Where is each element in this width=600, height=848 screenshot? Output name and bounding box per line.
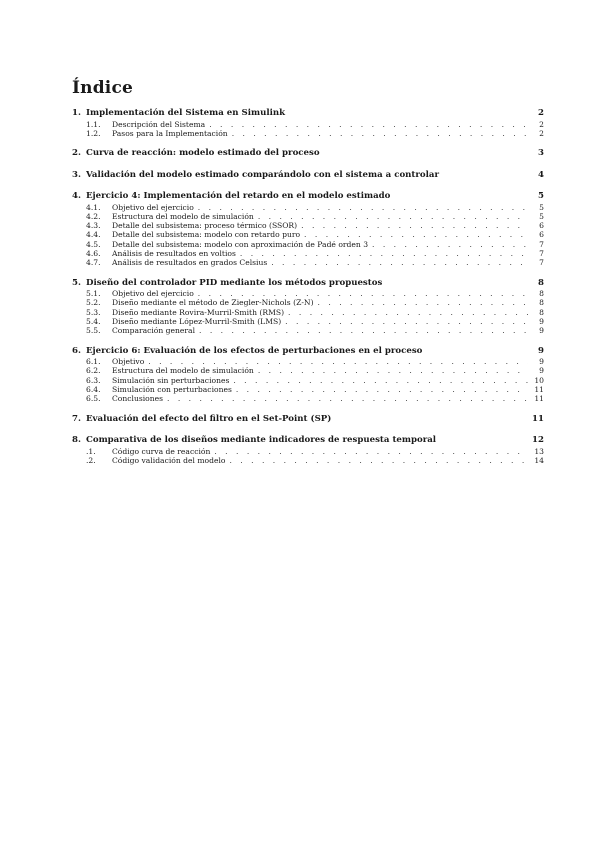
- entry-title: Detalle del subsistema: proceso térmico (SSOR): [112, 221, 298, 231]
- dot-leader: [198, 203, 528, 212]
- entry-title: Objetivo: [112, 357, 145, 367]
- entry-title: Estructura del modelo de simulación: [112, 211, 254, 221]
- entry-number: 6.1.: [86, 357, 101, 367]
- dot-leader: [236, 385, 528, 394]
- toc-section-heading[interactable]: [72, 278, 544, 290]
- entry-number: 4.7.: [86, 258, 101, 268]
- toc-entry[interactable]: [72, 357, 544, 366]
- section-title: Evaluación del efecto del filtro en el Set-Point (SP): [86, 413, 332, 424]
- entry-title: Simulación con perturbaciones: [112, 385, 232, 395]
- entry-page-number: 9: [539, 357, 544, 367]
- toc-entry[interactable]: [72, 366, 544, 375]
- dot-leader: [232, 129, 528, 138]
- toc-entry[interactable]: [72, 326, 544, 335]
- entry-number: 1.2.: [86, 128, 101, 138]
- toc-section-heading[interactable]: [72, 108, 544, 120]
- toc-entry[interactable]: [72, 120, 544, 129]
- toc-entry[interactable]: [72, 456, 544, 465]
- entry-title: Código validación del modelo: [112, 455, 226, 465]
- toc-section: [72, 191, 544, 268]
- entry-title: Análisis de resultados en grados Celsius: [112, 258, 268, 268]
- dot-leader: [214, 447, 528, 456]
- dot-leader: [199, 326, 528, 335]
- toc-section-heading[interactable]: [72, 414, 544, 426]
- toc-entry[interactable]: [72, 212, 544, 221]
- entry-title: Estructura del modelo de simulación: [112, 366, 254, 376]
- entry-number: 4.1.: [86, 202, 101, 212]
- dot-leader: [301, 221, 528, 230]
- section-title: Diseño del controlador PID mediante los métodos propuestos: [86, 277, 383, 288]
- entry-number: 5.4.: [86, 317, 101, 327]
- toc-section-heading[interactable]: [72, 191, 544, 203]
- page-title: Índice: [72, 78, 134, 98]
- section-title: Ejercicio 6: Evaluación de los efectos de perturbaciones en el proceso: [86, 345, 423, 356]
- toc-entry[interactable]: [72, 249, 544, 258]
- toc-section: [72, 346, 544, 404]
- entry-page-number: 8: [539, 307, 544, 317]
- toc-entry[interactable]: [72, 230, 544, 239]
- section-title: Validación del modelo estimado comparándolo con el sistema a controlar: [86, 169, 440, 180]
- entry-page-number: 8: [539, 289, 544, 299]
- entry-title: Diseño mediante López-Murril-Smith (LMS): [112, 317, 282, 327]
- dot-leader: [285, 317, 528, 326]
- entry-number: 4.3.: [86, 221, 101, 231]
- toc-section-heading[interactable]: [72, 346, 544, 358]
- entry-title: Análisis de resultados en voltios: [112, 249, 236, 259]
- dot-leader: [258, 212, 528, 221]
- toc-entry[interactable]: [72, 308, 544, 317]
- entry-page-number: 7: [539, 239, 544, 249]
- toc-entry[interactable]: [72, 376, 544, 385]
- toc-section: [72, 108, 544, 138]
- entry-number: 4.5.: [86, 239, 101, 249]
- entry-page-number: 6: [539, 230, 544, 240]
- entry-number: 5.1.: [86, 289, 101, 299]
- table-of-contents: [72, 108, 544, 475]
- section-number: 7.: [72, 413, 81, 424]
- entry-title: Diseño mediante Rovira-Murril-Smith (RMS): [112, 307, 285, 317]
- entry-number: 5.5.: [86, 326, 101, 336]
- section-title: Comparativa de los diseños mediante indicadores de respuesta temporal: [86, 435, 437, 446]
- toc-section-heading[interactable]: [72, 170, 544, 182]
- entry-title: Simulación sin perturbaciones: [112, 375, 230, 385]
- section-page-number: 3: [538, 148, 544, 159]
- section-page-number: 2: [538, 108, 544, 118]
- entry-number: 6.2.: [86, 366, 101, 376]
- dot-leader: [167, 394, 528, 403]
- toc-entry[interactable]: [72, 129, 544, 138]
- section-page-number: 9: [538, 345, 544, 356]
- entry-page-number: 14: [534, 455, 544, 465]
- toc-entry[interactable]: [72, 258, 544, 267]
- section-page-number: 11: [532, 413, 544, 424]
- entry-title: Objetivo del ejercicio: [112, 202, 194, 212]
- section-number: 5.: [72, 277, 81, 288]
- entry-title: Detalle del subsistema: modelo con retardo puro: [112, 230, 301, 240]
- entry-number: 4.2.: [86, 211, 101, 221]
- dot-leader: [148, 357, 528, 366]
- toc-entry[interactable]: [72, 240, 544, 249]
- entry-page-number: 11: [534, 394, 544, 404]
- dot-leader: [229, 456, 528, 465]
- toc-entry[interactable]: [72, 394, 544, 403]
- section-number: 8.: [72, 435, 81, 446]
- entry-page-number: 5: [539, 202, 544, 212]
- entry-number: 6.4.: [86, 385, 101, 395]
- entry-page-number: 9: [539, 326, 544, 336]
- entry-title: Descripción del Sistema: [112, 119, 206, 129]
- entry-number: 1.1.: [86, 119, 101, 129]
- entry-page-number: 5: [539, 211, 544, 221]
- section-number: 4.: [72, 191, 81, 202]
- toc-section: [72, 148, 544, 160]
- dot-leader: [209, 120, 528, 129]
- section-number: 1.: [72, 108, 81, 118]
- entry-page-number: 6: [539, 221, 544, 231]
- entry-page-number: 13: [534, 446, 544, 456]
- section-title: Ejercicio 4: Implementación del retardo en el modelo estimado: [86, 191, 391, 202]
- dot-leader: [304, 230, 528, 239]
- toc-entry[interactable]: [72, 317, 544, 326]
- dot-leader: [318, 298, 528, 307]
- toc-entry[interactable]: [72, 385, 544, 394]
- toc-entry[interactable]: [72, 221, 544, 230]
- dot-leader: [372, 240, 528, 249]
- entry-page-number: 7: [539, 249, 544, 259]
- toc-entry[interactable]: [72, 298, 544, 307]
- dot-leader: [271, 258, 528, 267]
- section-number: 2.: [72, 148, 81, 159]
- toc-entry[interactable]: [72, 447, 544, 456]
- dot-leader: [198, 289, 528, 298]
- dot-leader: [288, 308, 528, 317]
- entry-page-number: 7: [539, 258, 544, 268]
- entry-page-number: 8: [539, 298, 544, 308]
- dot-leader: [233, 376, 528, 385]
- entry-number: 6.3.: [86, 375, 101, 385]
- entry-title: Objetivo del ejercicio: [112, 289, 194, 299]
- entry-number: 4.6.: [86, 249, 101, 259]
- entry-page-number: 9: [539, 366, 544, 376]
- toc-entry[interactable]: [72, 203, 544, 212]
- section-title: Curva de reacción: modelo estimado del proceso: [86, 148, 320, 159]
- entry-number: .1.: [86, 446, 96, 456]
- entry-title: Conclusiones: [112, 394, 164, 404]
- section-title: Implementación del Sistema en Simulink: [86, 108, 286, 118]
- entry-number: 5.2.: [86, 298, 101, 308]
- entry-title: Detalle del subsistema: modelo con aproximación de Padé orden 3: [112, 239, 369, 249]
- toc-section: [72, 278, 544, 336]
- entry-page-number: 11: [534, 385, 544, 395]
- entry-number: 5.3.: [86, 307, 101, 317]
- entry-number: .2.: [86, 455, 96, 465]
- dot-leader: [258, 366, 528, 375]
- toc-section: [72, 414, 544, 426]
- entry-page-number: 2: [539, 119, 544, 129]
- toc-section: [72, 435, 544, 465]
- section-page-number: 8: [538, 277, 544, 288]
- section-number: 6.: [72, 345, 81, 356]
- entry-title: Diseño mediante el método de Ziegler-Nichols (Z-N): [112, 298, 314, 308]
- entry-page-number: 9: [539, 317, 544, 327]
- section-page-number: 5: [538, 191, 544, 202]
- entry-title: Comparación general: [112, 326, 196, 336]
- entry-number: 4.4.: [86, 230, 101, 240]
- entry-title: Código curva de reacción: [112, 446, 211, 456]
- entry-title: Pasos para la Implementación: [112, 128, 228, 138]
- toc-entry[interactable]: [72, 289, 544, 298]
- toc-section-heading[interactable]: [72, 435, 544, 447]
- section-page-number: 12: [532, 435, 544, 446]
- entry-page-number: 10: [534, 375, 544, 385]
- entry-number: 6.5.: [86, 394, 101, 404]
- section-page-number: 4: [538, 169, 544, 180]
- section-number: 3.: [72, 169, 81, 180]
- entry-page-number: 2: [539, 128, 544, 138]
- toc-section-heading[interactable]: [72, 148, 544, 160]
- toc-section: [72, 170, 544, 182]
- dot-leader: [240, 249, 528, 258]
